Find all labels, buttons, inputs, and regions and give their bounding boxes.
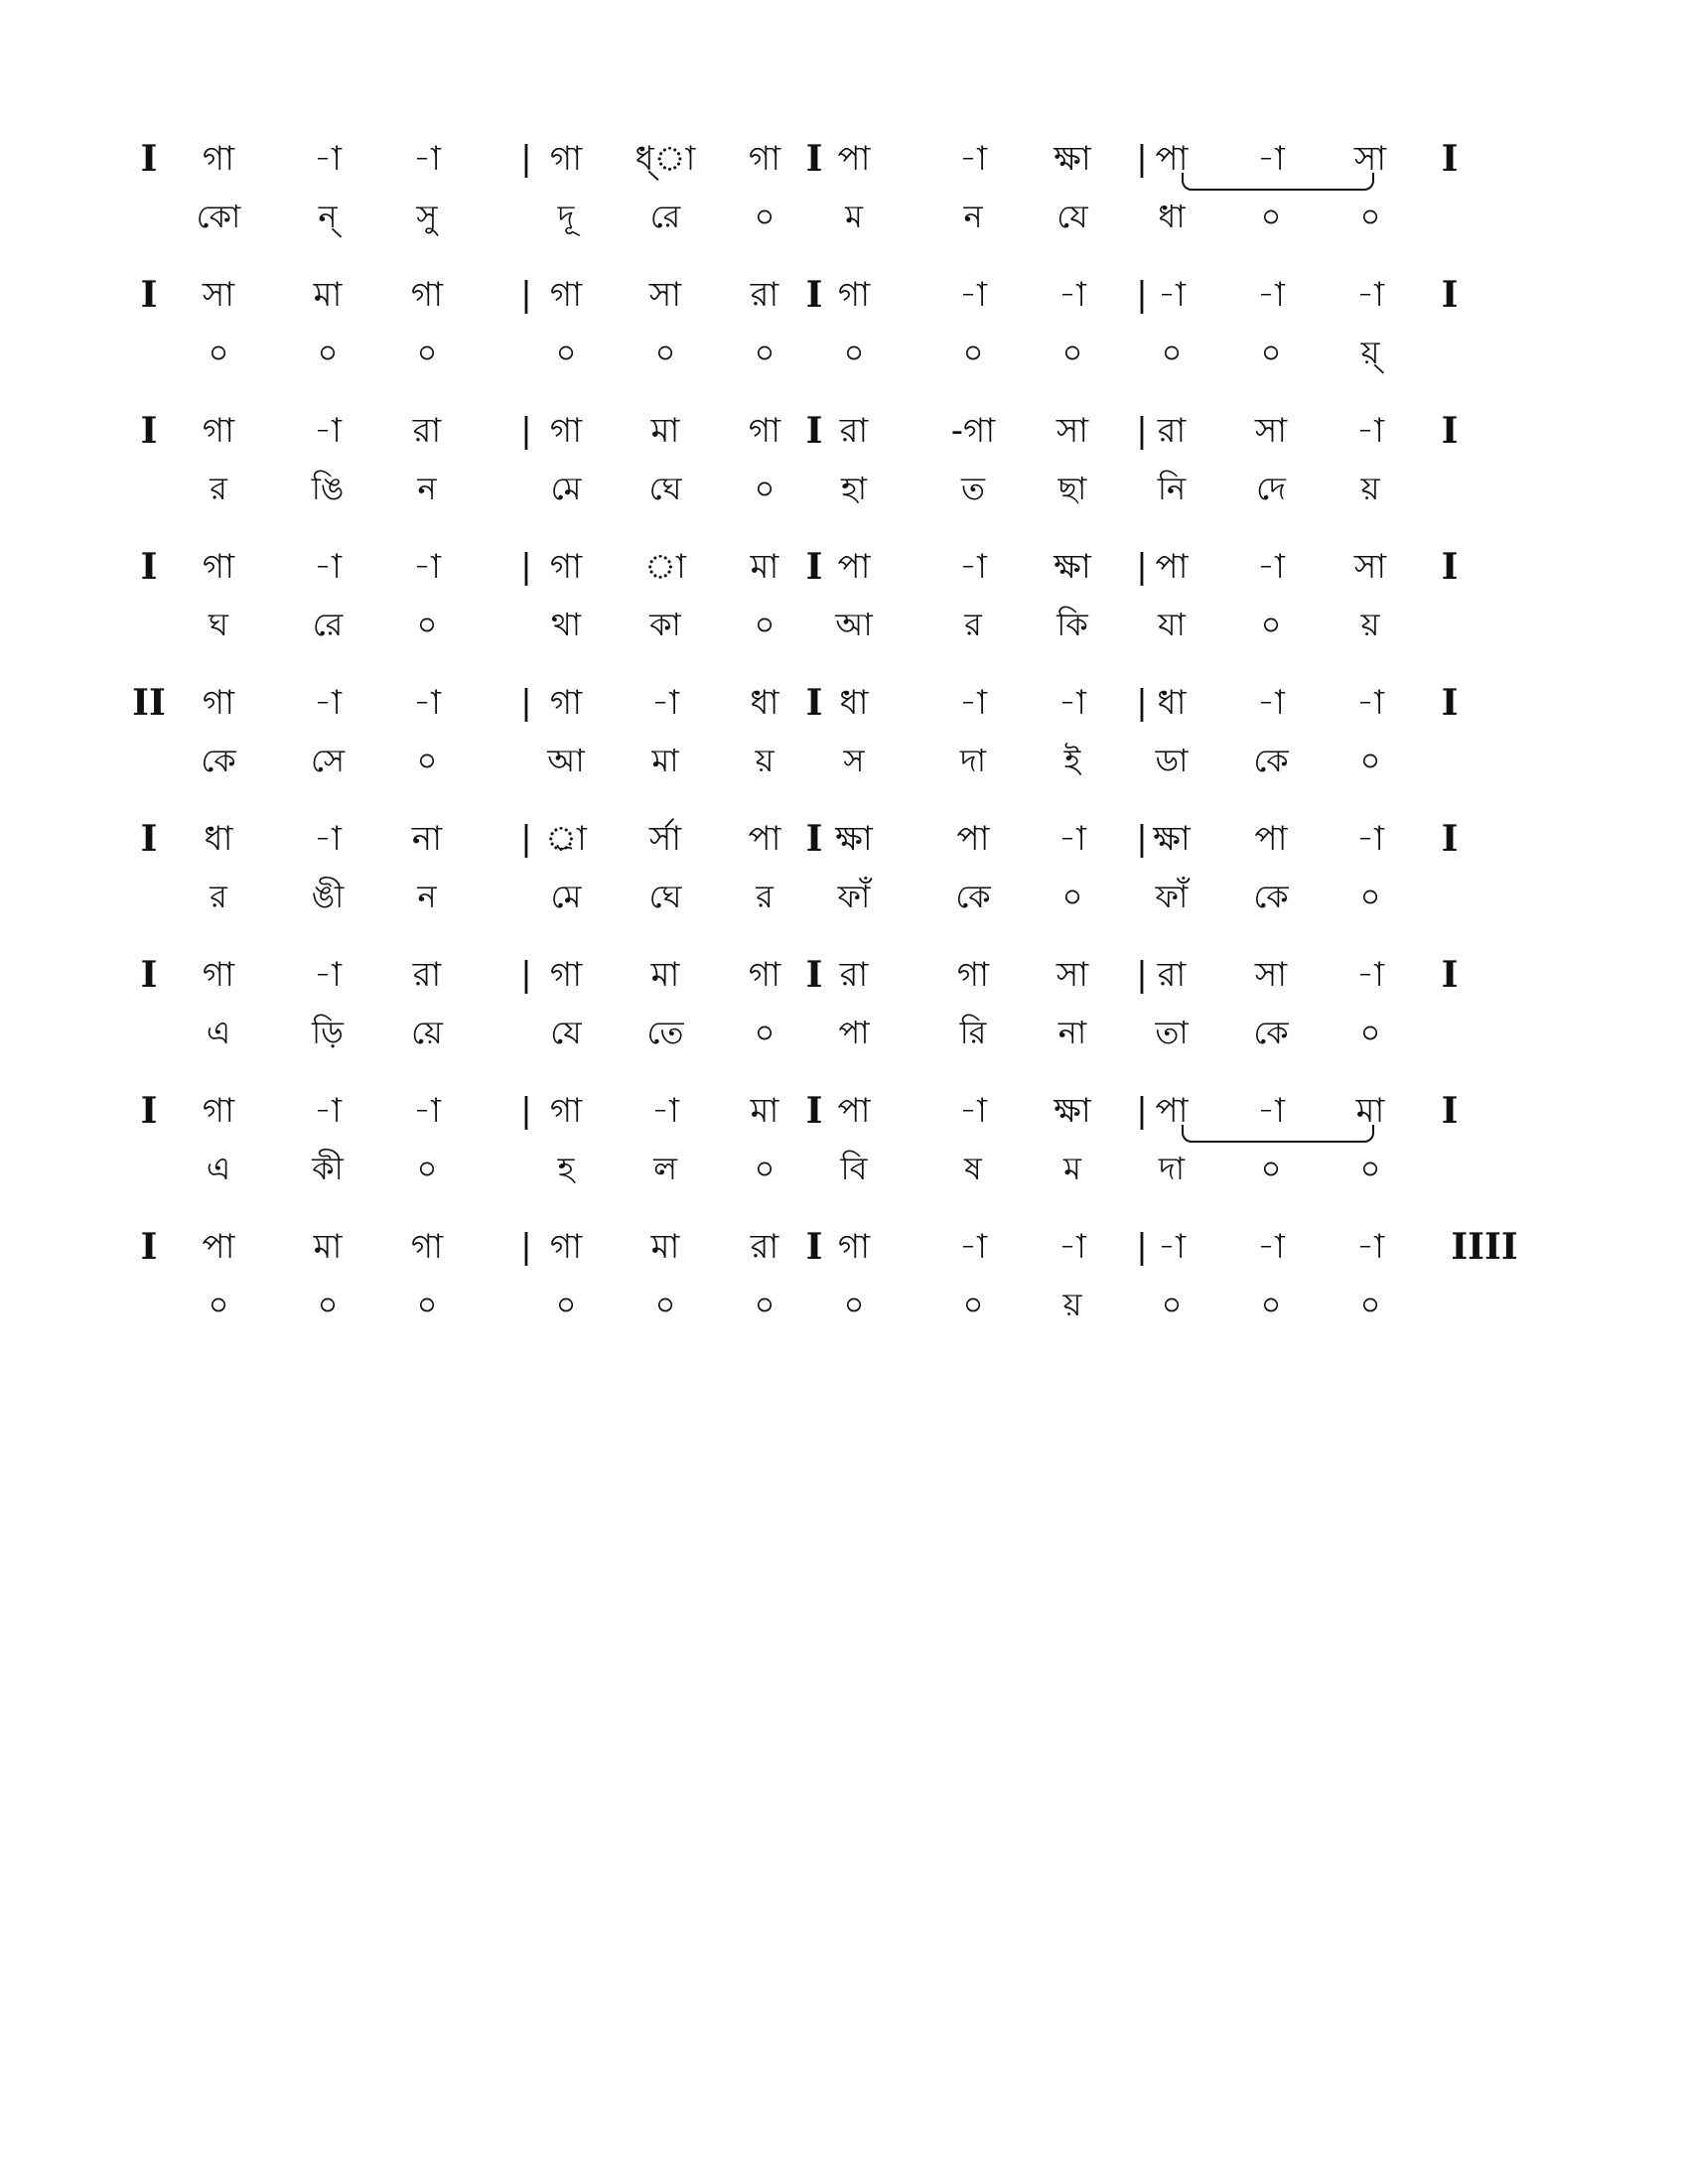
- note: পা: [1254, 819, 1288, 859]
- lyric-syllable: ন্: [318, 198, 338, 235]
- note: -া: [1257, 547, 1285, 587]
- note: -া: [1356, 819, 1384, 859]
- barline: |: [1136, 275, 1148, 315]
- note: গা: [549, 1227, 583, 1267]
- note: -া: [314, 683, 342, 723]
- barline: I: [805, 274, 823, 316]
- barline: |: [520, 139, 532, 179]
- note: -া: [1356, 683, 1384, 723]
- note: -া: [959, 547, 987, 587]
- note: -া: [1257, 1091, 1285, 1131]
- lyric-syllable: পা: [838, 1014, 870, 1051]
- note: -া: [413, 547, 441, 587]
- note-row: [140, 1081, 1529, 1141]
- lyric-syllable: ০: [1359, 1150, 1381, 1187]
- note: পা: [837, 139, 871, 179]
- note: সা: [1254, 955, 1288, 995]
- barline: |: [520, 1227, 532, 1267]
- lyric-syllable: ০: [843, 334, 865, 371]
- note: মা: [650, 955, 680, 995]
- note: -া: [314, 547, 342, 587]
- note: গা: [549, 683, 583, 723]
- note: -া: [1257, 1227, 1285, 1267]
- note: -া: [413, 139, 441, 179]
- note: গা: [549, 411, 583, 451]
- lyric-syllable: কী: [312, 1150, 344, 1187]
- lyric-syllable: ড়ি: [312, 1014, 344, 1051]
- note: -া: [959, 139, 987, 179]
- note-row: [140, 1217, 1529, 1277]
- note: -া: [413, 1091, 441, 1131]
- note: -া: [1058, 819, 1086, 859]
- lyric-syllable: ত: [960, 470, 985, 507]
- lyric-row: [149, 731, 1529, 790]
- lyric-syllable: র: [756, 878, 774, 915]
- start-barline: I: [140, 274, 158, 316]
- lyric-syllable: রে: [649, 198, 681, 235]
- lyric-syllable: ফাঁ: [837, 878, 871, 915]
- lyric-syllable: কে: [1253, 1014, 1289, 1051]
- note: গা: [410, 1227, 444, 1267]
- lyric-syllable: কে: [955, 878, 991, 915]
- lyric-syllable: ছা: [1057, 470, 1087, 507]
- note-row: [140, 809, 1529, 869]
- staff-line: [140, 129, 1529, 278]
- note: রা: [1157, 955, 1187, 995]
- note: ধা: [839, 683, 869, 723]
- note: সা: [648, 275, 682, 315]
- lyric-syllable: র: [964, 606, 982, 643]
- start-barline: I: [140, 410, 158, 452]
- lyric-syllable: ম: [845, 198, 863, 235]
- barline: |: [1136, 547, 1148, 587]
- note: গা: [202, 683, 235, 723]
- lyric-row: [149, 1275, 1529, 1334]
- barline: I: [805, 1226, 823, 1268]
- start-barline: I: [140, 138, 158, 180]
- note: গা: [549, 1091, 583, 1131]
- lyric-syllable: য়ে: [411, 1014, 443, 1051]
- note: গা: [410, 275, 444, 315]
- lyric-row: [149, 1139, 1529, 1198]
- note: গা: [549, 139, 583, 179]
- lyric-syllable: র: [210, 878, 227, 915]
- note: রা: [412, 411, 442, 451]
- barline: |: [520, 819, 532, 859]
- note: গা: [748, 411, 781, 451]
- note: সা: [1055, 411, 1089, 451]
- lyric-syllable: নি: [1157, 470, 1187, 507]
- note: পা: [837, 1091, 871, 1131]
- barline: I: [805, 1090, 823, 1132]
- note: ক্ষা: [1054, 547, 1091, 587]
- lyric-syllable: ০: [843, 1286, 865, 1323]
- note: রা: [412, 955, 442, 995]
- end-barline: I: [1441, 138, 1459, 180]
- lyric-syllable: দা: [959, 742, 987, 779]
- note: -া: [1158, 275, 1186, 315]
- lyric-syllable: তে: [646, 1014, 684, 1051]
- lyric-syllable: সে: [310, 742, 346, 779]
- lyric-syllable: ০: [754, 606, 775, 643]
- lyric-syllable: ঘ: [209, 606, 228, 643]
- barline: |: [520, 1091, 532, 1131]
- lyric-syllable: কে: [1253, 742, 1289, 779]
- lyric-row: [149, 867, 1529, 926]
- staff-line: [140, 401, 1529, 550]
- end-barline: I: [1441, 274, 1459, 316]
- lyric-syllable: যা: [1158, 606, 1186, 643]
- lyric-syllable: কা: [649, 606, 681, 643]
- lyric-syllable: ০: [754, 1150, 775, 1187]
- note: রা: [750, 1227, 779, 1267]
- note-row: [140, 129, 1529, 189]
- note: গা: [202, 955, 235, 995]
- lyric-syllable: য়: [1360, 470, 1380, 507]
- note: -া: [1257, 683, 1285, 723]
- note-row: [140, 401, 1529, 461]
- lyric-syllable: ঙি: [311, 470, 345, 507]
- lyric-syllable: দূ: [557, 198, 575, 235]
- lyric-syllable: ০: [1359, 1286, 1381, 1323]
- lyric-syllable: ০: [1061, 878, 1083, 915]
- note: পা: [748, 819, 781, 859]
- lyric-syllable: তা: [1155, 1014, 1189, 1051]
- lyric-syllable: ০: [1260, 334, 1282, 371]
- lyric-row: [149, 323, 1529, 382]
- lyric-syllable: ম: [1063, 1150, 1081, 1187]
- lyric-syllable: কে: [1253, 878, 1289, 915]
- note: মা: [313, 275, 343, 315]
- lyric-syllable: ০: [1161, 334, 1183, 371]
- lyric-syllable: ০: [1359, 198, 1381, 235]
- note: মা: [750, 1091, 779, 1131]
- lyric-syllable: ০: [555, 334, 577, 371]
- note: া: [644, 547, 686, 587]
- barline: I: [805, 954, 823, 996]
- lyric-syllable: ০: [208, 334, 229, 371]
- note: গা: [748, 139, 781, 179]
- note: -া: [314, 1091, 342, 1131]
- note: পা: [956, 819, 990, 859]
- note: -া: [413, 683, 441, 723]
- barline: |: [1136, 683, 1148, 723]
- note: ধা: [750, 683, 779, 723]
- note: মা: [750, 547, 779, 587]
- note: পা: [1155, 547, 1189, 587]
- lyric-syllable: দে: [1256, 470, 1286, 507]
- note: -া: [1356, 411, 1384, 451]
- staff-line: [140, 537, 1529, 686]
- note: -া: [1257, 275, 1285, 315]
- note: গা: [202, 139, 235, 179]
- lyric-syllable: ০: [555, 1286, 577, 1323]
- note: ধা: [1157, 683, 1187, 723]
- lyric-syllable: ০: [1359, 878, 1381, 915]
- note: গা: [549, 955, 583, 995]
- lyric-row: [149, 459, 1529, 518]
- lyric-syllable: ০: [1161, 1286, 1183, 1323]
- end-barline: I: [1441, 1090, 1459, 1132]
- note: রা: [839, 411, 869, 451]
- note: -া: [314, 411, 342, 451]
- barline: I: [805, 818, 823, 860]
- lyric-syllable: ঘে: [648, 470, 682, 507]
- lyric-syllable: থা: [550, 606, 581, 643]
- note: মা: [650, 411, 680, 451]
- note: সা: [1055, 955, 1089, 995]
- lyric-syllable: ০: [754, 470, 775, 507]
- lyric-syllable: ধা: [1158, 198, 1186, 235]
- note: -া: [1058, 275, 1086, 315]
- lyric-syllable: এ: [206, 1150, 231, 1187]
- note: পা: [1155, 1091, 1189, 1131]
- lyric-syllable: যে: [550, 1014, 582, 1051]
- barline: |: [520, 411, 532, 451]
- lyric-row: [149, 187, 1529, 246]
- lyric-syllable: যে: [1056, 198, 1088, 235]
- note: ক্ষা: [835, 819, 873, 859]
- note: না: [411, 819, 443, 859]
- note: মা: [1355, 1091, 1385, 1131]
- lyric-syllable: য়: [1062, 1286, 1082, 1323]
- note: সা: [1254, 411, 1288, 451]
- lyric-syllable: আ: [547, 742, 585, 779]
- lyric-syllable: ফাঁ: [1155, 878, 1189, 915]
- lyric-syllable: কে: [201, 742, 236, 779]
- lyric-syllable: মা: [651, 742, 679, 779]
- lyric-syllable: র: [210, 470, 227, 507]
- note: সা: [1353, 547, 1387, 587]
- lyric-syllable: ০: [754, 334, 775, 371]
- lyric-syllable: এ: [206, 1014, 231, 1051]
- note: পা: [1155, 139, 1189, 179]
- note: -া: [1356, 1227, 1384, 1267]
- note: গা: [837, 1227, 871, 1267]
- lyric-syllable: ঘে: [648, 878, 682, 915]
- lyric-syllable: ০: [962, 334, 984, 371]
- note: -া: [959, 683, 987, 723]
- note: -া: [314, 955, 342, 995]
- barline: |: [520, 547, 532, 587]
- note: গা: [202, 1091, 235, 1131]
- note: মা: [313, 1227, 343, 1267]
- note: -া: [959, 1227, 987, 1267]
- staff-line: [140, 265, 1529, 414]
- lyric-syllable: ০: [416, 1286, 438, 1323]
- lyric-syllable: ডা: [1155, 742, 1189, 779]
- start-barline: I: [140, 1226, 158, 1268]
- barline: I: [805, 138, 823, 180]
- note: -া: [1257, 139, 1285, 179]
- lyric-syllable: ০: [1260, 606, 1282, 643]
- end-barline: I: [1441, 410, 1459, 452]
- start-barline: I: [140, 546, 158, 588]
- lyric-syllable: বি: [840, 1150, 868, 1187]
- lyric-syllable: ষ: [964, 1150, 982, 1187]
- end-barline: I: [1441, 682, 1459, 724]
- note: মা: [650, 1227, 680, 1267]
- note: -া: [1058, 683, 1086, 723]
- barline: |: [1136, 1091, 1148, 1131]
- barline: |: [520, 683, 532, 723]
- lyric-syllable: ০: [208, 1286, 229, 1323]
- lyric-syllable: কো: [196, 198, 241, 235]
- lyric-syllable: না: [1057, 1014, 1087, 1051]
- lyric-syllable: ০: [962, 1286, 984, 1323]
- lyric-syllable: ০: [1061, 334, 1083, 371]
- note: গা: [202, 547, 235, 587]
- lyric-syllable: কি: [1056, 606, 1088, 643]
- note: পা: [837, 547, 871, 587]
- lyric-syllable: ০: [416, 742, 438, 779]
- note: র্সা: [648, 819, 682, 859]
- lyric-syllable: ল: [653, 1150, 677, 1187]
- note-row: [132, 673, 1529, 733]
- lyric-syllable: ০: [654, 334, 676, 371]
- lyric-syllable: ০: [1260, 1286, 1282, 1323]
- note: ক্ষা: [1054, 139, 1091, 179]
- lyric-syllable: ০: [1359, 1014, 1381, 1051]
- staff-line: [132, 673, 1529, 822]
- barline: |: [520, 955, 532, 995]
- staff-line: [140, 1217, 1529, 1366]
- lyric-syllable: ০: [416, 1150, 438, 1187]
- note: -া: [314, 139, 342, 179]
- lyric-syllable: ০: [754, 198, 775, 235]
- lyric-syllable: ০: [317, 334, 339, 371]
- lyric-syllable: য়: [1360, 606, 1380, 643]
- note: -া: [1158, 1227, 1186, 1267]
- note: ক্ষা: [1153, 819, 1191, 859]
- note: গা: [748, 955, 781, 995]
- note: রা: [750, 275, 779, 315]
- note: -া: [1356, 275, 1384, 315]
- lyric-syllable: স: [843, 742, 865, 779]
- note: -া: [314, 819, 342, 859]
- lyric-syllable: ঙী: [311, 878, 345, 915]
- note: র্া: [545, 819, 587, 859]
- note: -া: [959, 275, 987, 315]
- lyric-row: [149, 1003, 1529, 1062]
- lyric-syllable: সু: [416, 198, 438, 235]
- lyric-syllable: হ: [557, 1150, 575, 1187]
- start-barline: I: [140, 954, 158, 996]
- lyric-syllable: মে: [550, 470, 582, 507]
- lyric-syllable: ০: [1359, 742, 1381, 779]
- note: -গা: [950, 411, 996, 451]
- lyric-syllable: হা: [840, 470, 868, 507]
- lyric-syllable: ন: [963, 198, 983, 235]
- lyric-syllable: ই: [1063, 742, 1081, 779]
- barline: |: [1136, 1227, 1148, 1267]
- start-barline: II: [132, 682, 166, 724]
- staff-line: [140, 945, 1529, 1094]
- lyric-syllable: রি: [959, 1014, 987, 1051]
- lyric-syllable: ন: [417, 878, 437, 915]
- barline: |: [1136, 819, 1148, 859]
- lyric-syllable: দা: [1158, 1150, 1186, 1187]
- note: -া: [651, 1091, 679, 1131]
- note: গা: [956, 955, 990, 995]
- barline: |: [1136, 955, 1148, 995]
- note-row: [140, 945, 1529, 1005]
- note: -া: [651, 683, 679, 723]
- lyric-syllable: ০: [754, 1014, 775, 1051]
- note: -া: [959, 1091, 987, 1131]
- lyric-syllable: ০: [317, 1286, 339, 1323]
- note: সা: [202, 275, 235, 315]
- barline: I: [805, 546, 823, 588]
- barline: I: [805, 410, 823, 452]
- note-row: [140, 265, 1529, 325]
- barline: |: [1136, 411, 1148, 451]
- lyric-syllable: ০: [754, 1286, 775, 1323]
- staff-line: [140, 1081, 1529, 1230]
- note: -া: [1356, 955, 1384, 995]
- note: গা: [549, 547, 583, 587]
- note: সা: [1353, 139, 1387, 179]
- lyric-syllable: রে: [312, 606, 344, 643]
- note: পা: [202, 1227, 235, 1267]
- lyric-syllable: ন: [417, 470, 437, 507]
- note: ক্ষা: [1054, 1091, 1091, 1131]
- lyric-syllable: ০: [1260, 1150, 1282, 1187]
- start-barline: I: [140, 818, 158, 860]
- end-barline: I: [1441, 546, 1459, 588]
- barline: I: [805, 682, 823, 724]
- lyric-syllable: ০: [654, 1286, 676, 1323]
- lyric-syllable: ০: [1260, 198, 1282, 235]
- staff-line: [140, 809, 1529, 958]
- note: রা: [839, 955, 869, 995]
- lyric-syllable: ০: [416, 606, 438, 643]
- note: ধা: [204, 819, 233, 859]
- end-barline: I: [1441, 818, 1459, 860]
- note: ধ্া: [634, 139, 696, 179]
- lyric-syllable: মে: [550, 878, 582, 915]
- barline: |: [520, 275, 532, 315]
- lyric-syllable: ০: [416, 334, 438, 371]
- start-barline: I: [140, 1090, 158, 1132]
- lyric-syllable: আ: [835, 606, 873, 643]
- end-barline: IIII: [1451, 1226, 1518, 1268]
- note: গা: [202, 411, 235, 451]
- note: -া: [1058, 1227, 1086, 1267]
- note: গা: [549, 275, 583, 315]
- end-barline: I: [1441, 954, 1459, 996]
- lyric-syllable: য়: [755, 742, 774, 779]
- lyric-row: [149, 595, 1529, 654]
- note: রা: [1157, 411, 1187, 451]
- barline: |: [1136, 139, 1148, 179]
- note: গা: [837, 275, 871, 315]
- lyric-syllable: য়্: [1360, 334, 1380, 371]
- note-row: [140, 537, 1529, 597]
